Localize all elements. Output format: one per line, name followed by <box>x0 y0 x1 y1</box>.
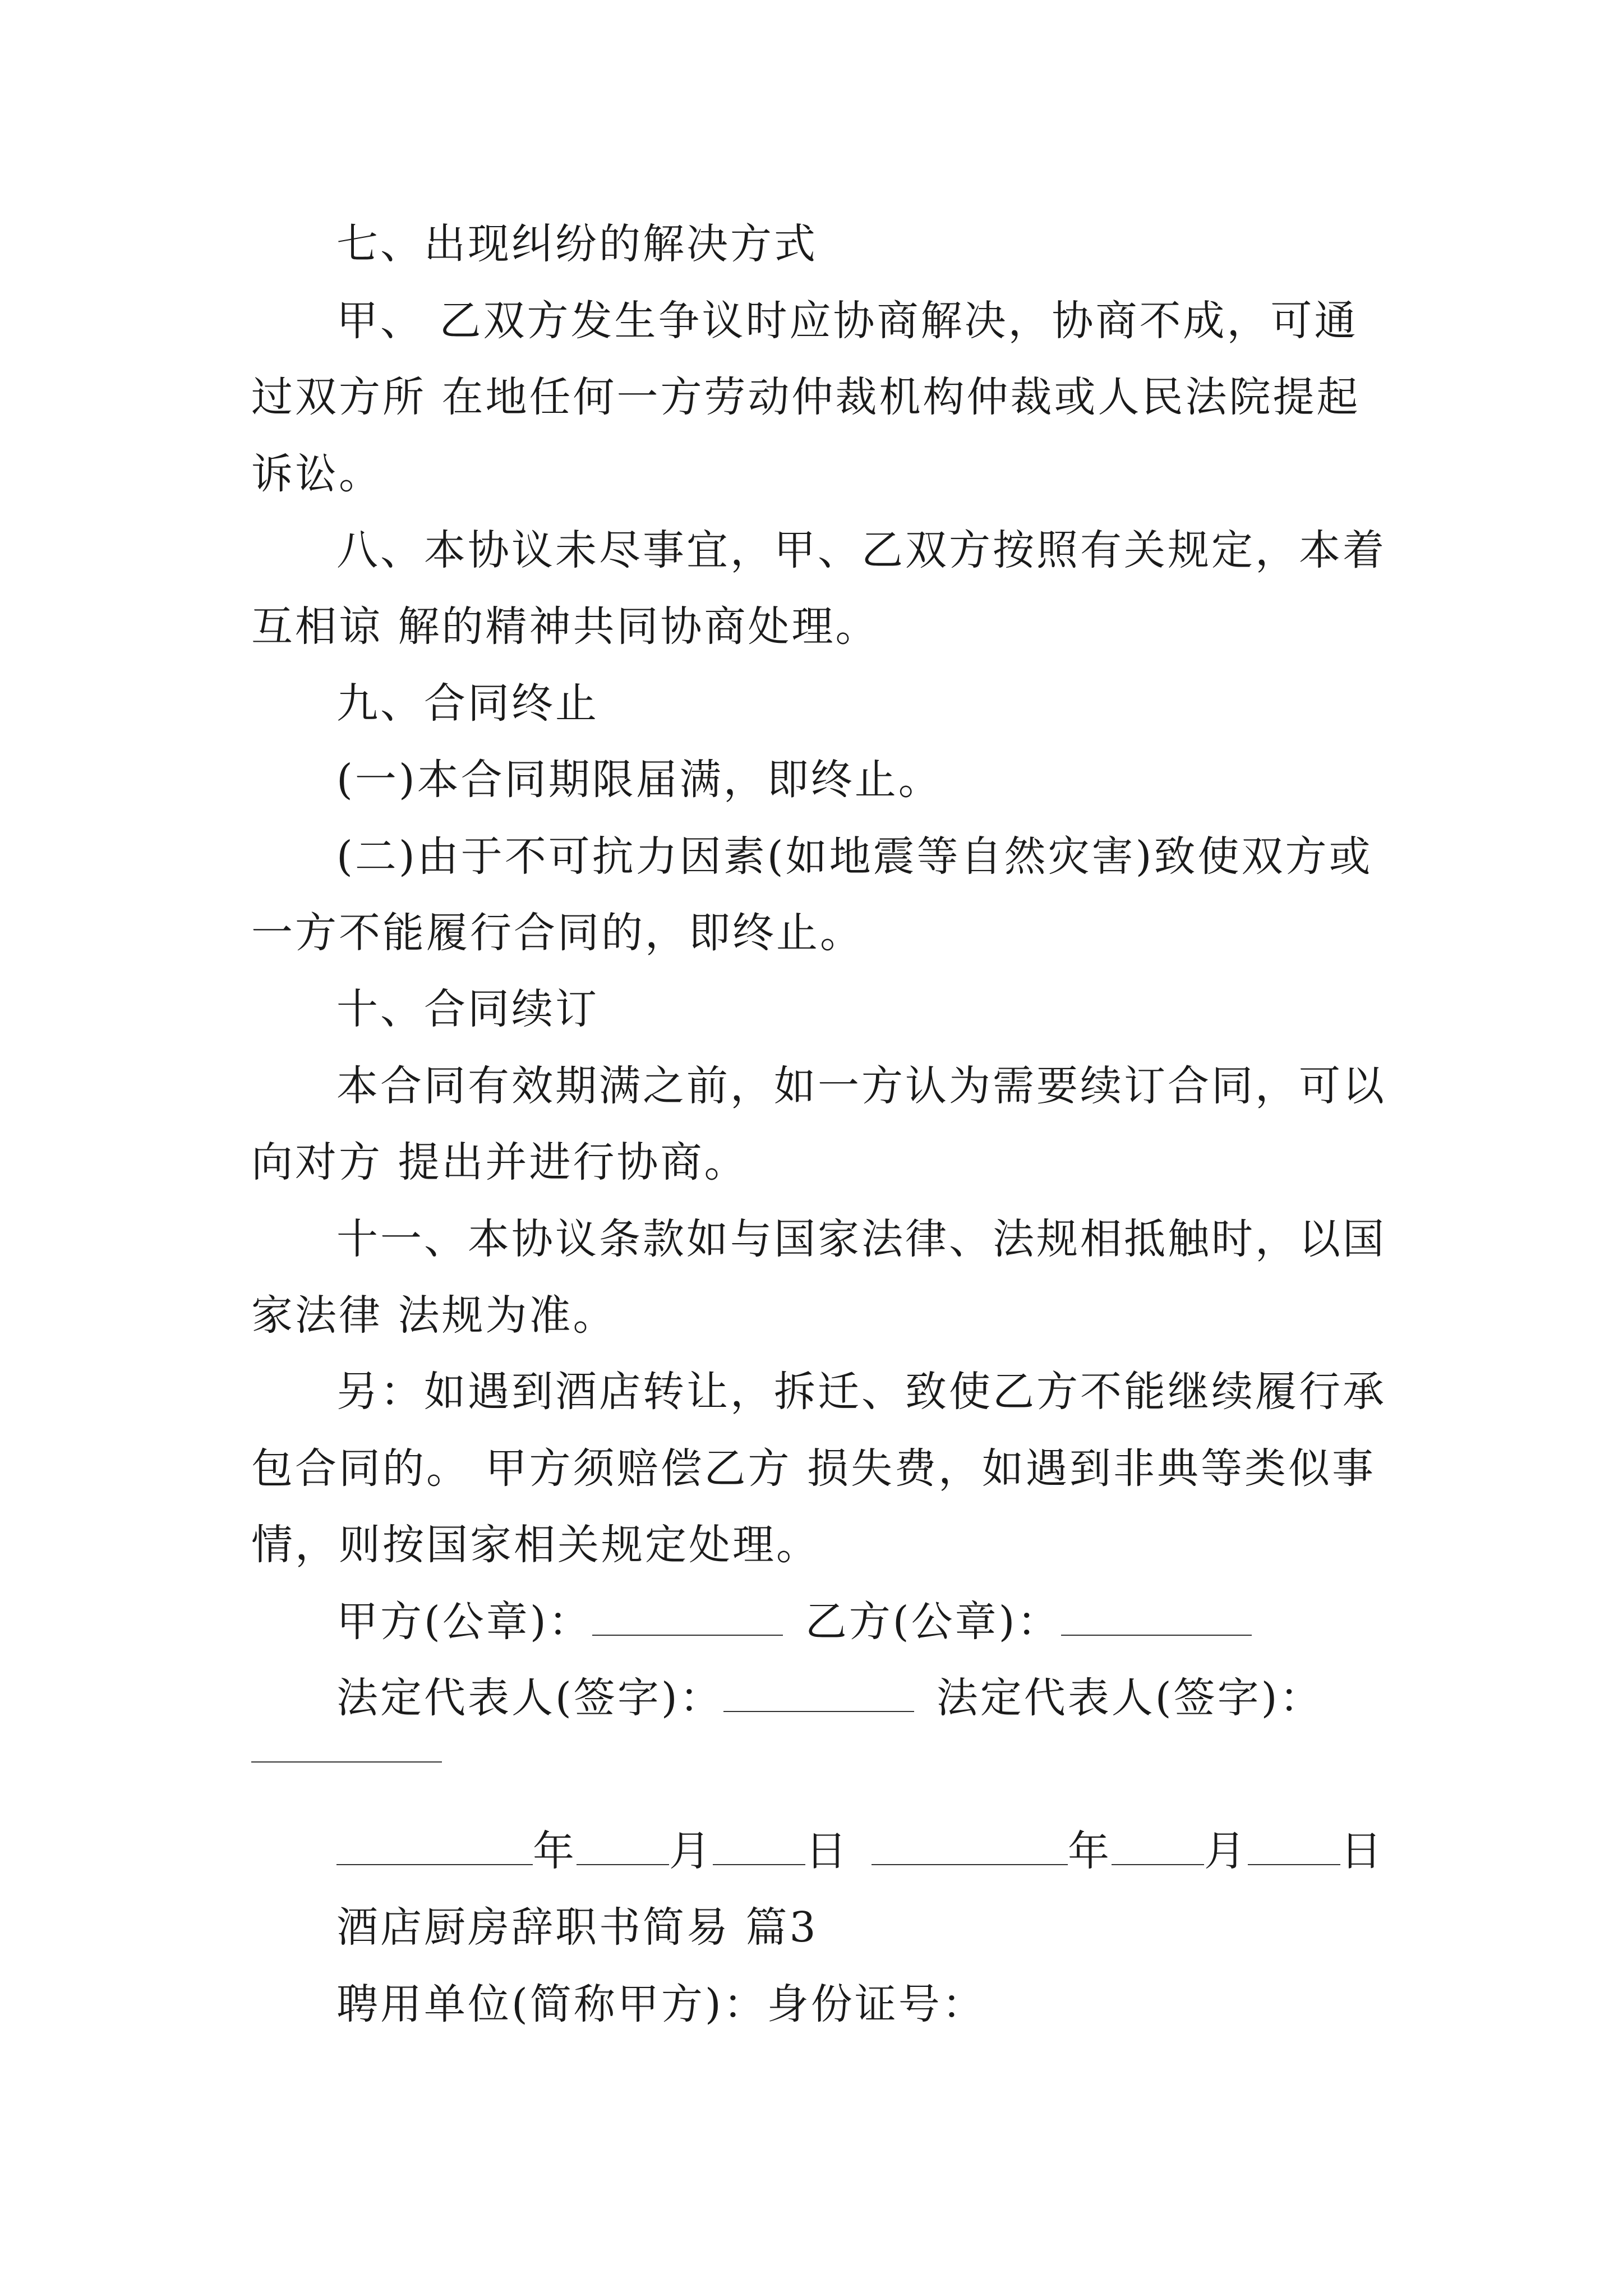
rep-a-blank[interactable] <box>723 1677 914 1712</box>
next-section-title: 酒店厨房辞职书简易 篇3 <box>336 1903 818 1952</box>
section-9-item-2-line-2: 一方不能履行合同的，即终止。 <box>251 909 864 957</box>
date-b-day-blank[interactable] <box>1248 1830 1340 1865</box>
section-9-item-1: (一)本合同期限届满，即终止。 <box>336 756 942 804</box>
seal-row <box>336 1598 1252 1646</box>
representative-row <box>336 1674 1324 1722</box>
date-b-month-label: 月 <box>1204 1827 1248 1875</box>
date-a-day-blank[interactable] <box>713 1830 805 1865</box>
party-b-seal-blank[interactable] <box>1061 1601 1252 1636</box>
party-b-seal-label: 乙方(公章)： <box>805 1598 1061 1646</box>
section-11-line-1: 十一、本协议条款如与国家法律、法规相抵触时，以国 <box>336 1215 1386 1263</box>
date-a-month-label: 月 <box>669 1827 713 1875</box>
date-b-year-blank[interactable] <box>872 1830 1068 1865</box>
rep-a-label: 法定代表人(签字)： <box>336 1674 723 1722</box>
date-a-month-blank[interactable] <box>577 1830 669 1865</box>
section-9-title: 九、合同终止 <box>336 679 599 728</box>
party-a-seal-label: 甲方(公章)： <box>336 1598 592 1646</box>
party-a-seal-blank[interactable] <box>592 1601 783 1636</box>
employer-line: 聘用单位(简称甲方)：身份证号： <box>336 1980 986 2028</box>
section-8-line-1: 八、本协议未尽事宜，甲、乙双方按照有关规定，本着 <box>336 526 1386 574</box>
rep-b-blank[interactable] <box>251 1761 442 1763</box>
extra-clause-line-3: 情，则按国家相关规定处理。 <box>251 1521 820 1569</box>
section-7-para-line-1: 甲、 乙双方发生争议时应协商解决，协商不成，可通 <box>336 297 1358 345</box>
section-9-item-2-line-1: (二)由于不可抗力因素(如地震等自然灾害)致使双方或 <box>336 832 1373 881</box>
section-7-title: 七、出现纠纷的解决方式 <box>336 220 818 268</box>
section-10-para-line-1: 本合同有效期满之前，如一方认为需要续订合同，可以 <box>336 1062 1386 1110</box>
date-row <box>336 1827 1384 1875</box>
section-7-para-line-3: 诉讼。 <box>251 450 382 498</box>
date-a-year-blank[interactable] <box>336 1830 533 1865</box>
date-a-day-label: 日 <box>805 1827 849 1875</box>
section-7-para-line-2: 过双方所 在地任何一方劳动仲裁机构仲裁或人民法院提起 <box>251 373 1361 421</box>
date-b-year-label: 年 <box>1068 1827 1112 1875</box>
section-8-line-2: 互相谅 解的精神共同协商处理。 <box>251 602 879 651</box>
date-b-month-blank[interactable] <box>1112 1830 1204 1865</box>
rep-b-label: 法定代表人(签字)： <box>936 1674 1324 1722</box>
date-b-day-label: 日 <box>1340 1827 1384 1875</box>
extra-clause-line-1: 另：如遇到酒店转让，拆迁、致使乙方不能继续履行承 <box>336 1368 1386 1416</box>
section-11-line-2: 家法律 法规为准。 <box>251 1291 617 1340</box>
extra-clause-line-2: 包合同的。 甲方须赔偿乙方 损失费，如遇到非典等类似事 <box>251 1444 1376 1493</box>
date-a-year-label: 年 <box>533 1827 577 1875</box>
section-10-para-line-2: 向对方 提出并进行协商。 <box>251 1138 748 1186</box>
section-10-title: 十、合同续订 <box>336 985 599 1033</box>
